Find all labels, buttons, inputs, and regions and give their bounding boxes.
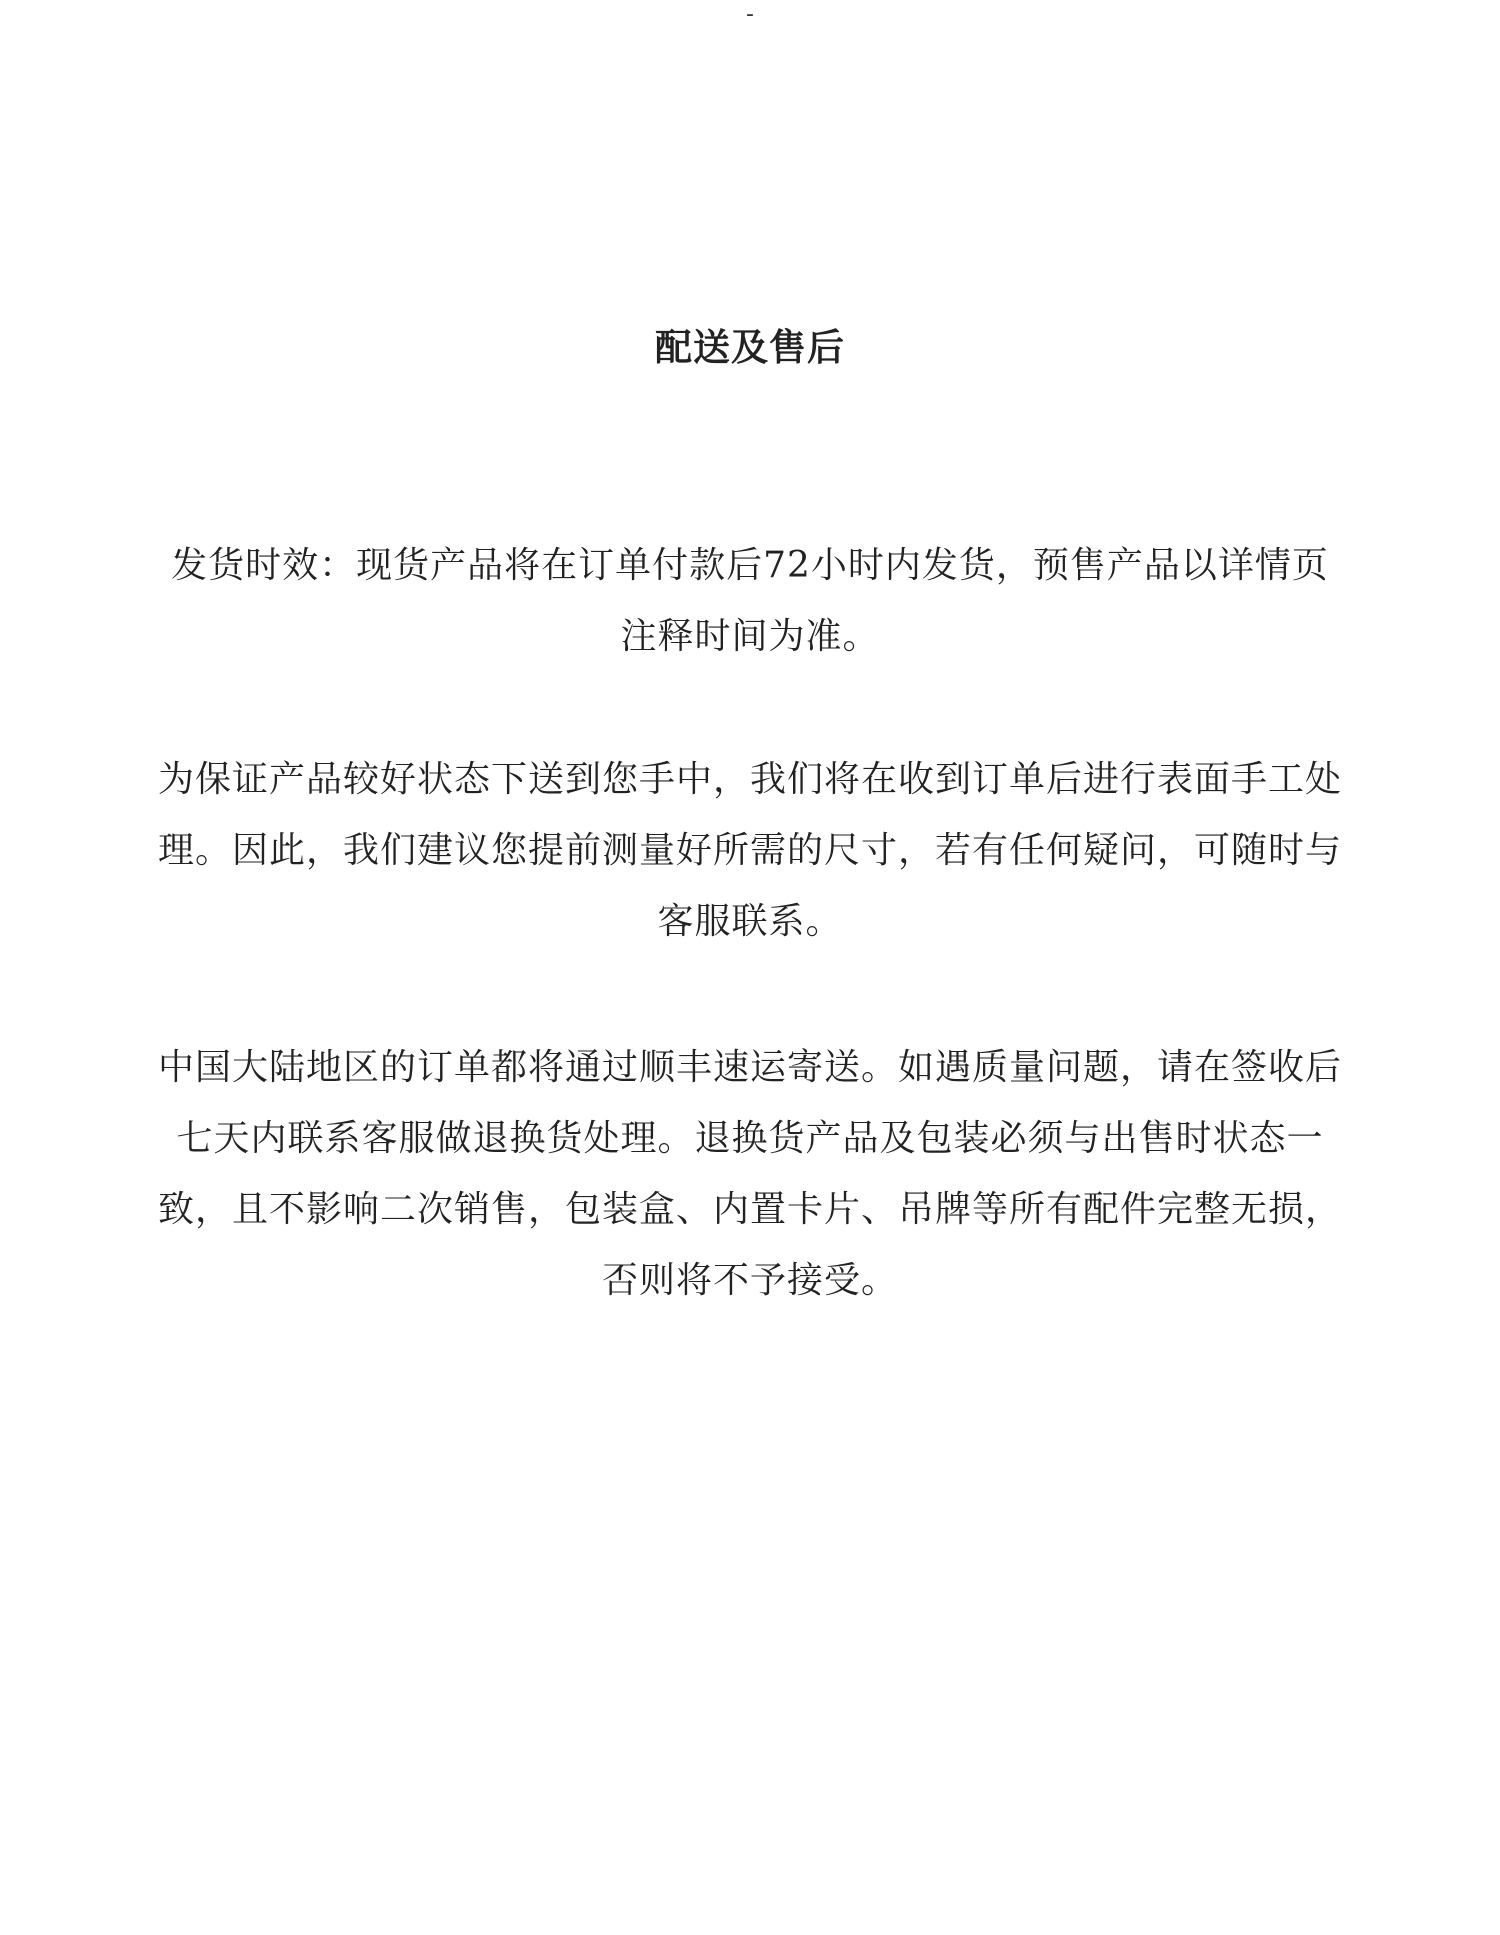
return-policy-paragraph: 中国大陆地区的订单都将通过顺丰速运寄送。如遇质量问题，请在签收后七天内联系客服做退换货处理。退换货产品及包装必须与出售时状态一致，且不影响二次销售，包装盒、内置卡片、吊牌等所有配件完整无损，否则将不予接受。 bbox=[157, 1047, 1342, 1301]
handling-notice-paragraph: 为保证产品较好状态下送到您手中，我们将在收到订单后进行表面手工处理。因此，我们建议您提前测量好所需的尺寸，若有任何疑问，可随时与客服联系。 bbox=[157, 759, 1342, 942]
shipping-time-paragraph: 发货时效：现货产品将在订单付款后72小时内发货，预售产品以详情页注释时间为准。 bbox=[171, 545, 1329, 657]
document-title: 配送及售后 bbox=[655, 325, 845, 369]
page-top-mark: - bbox=[746, 2, 754, 27]
